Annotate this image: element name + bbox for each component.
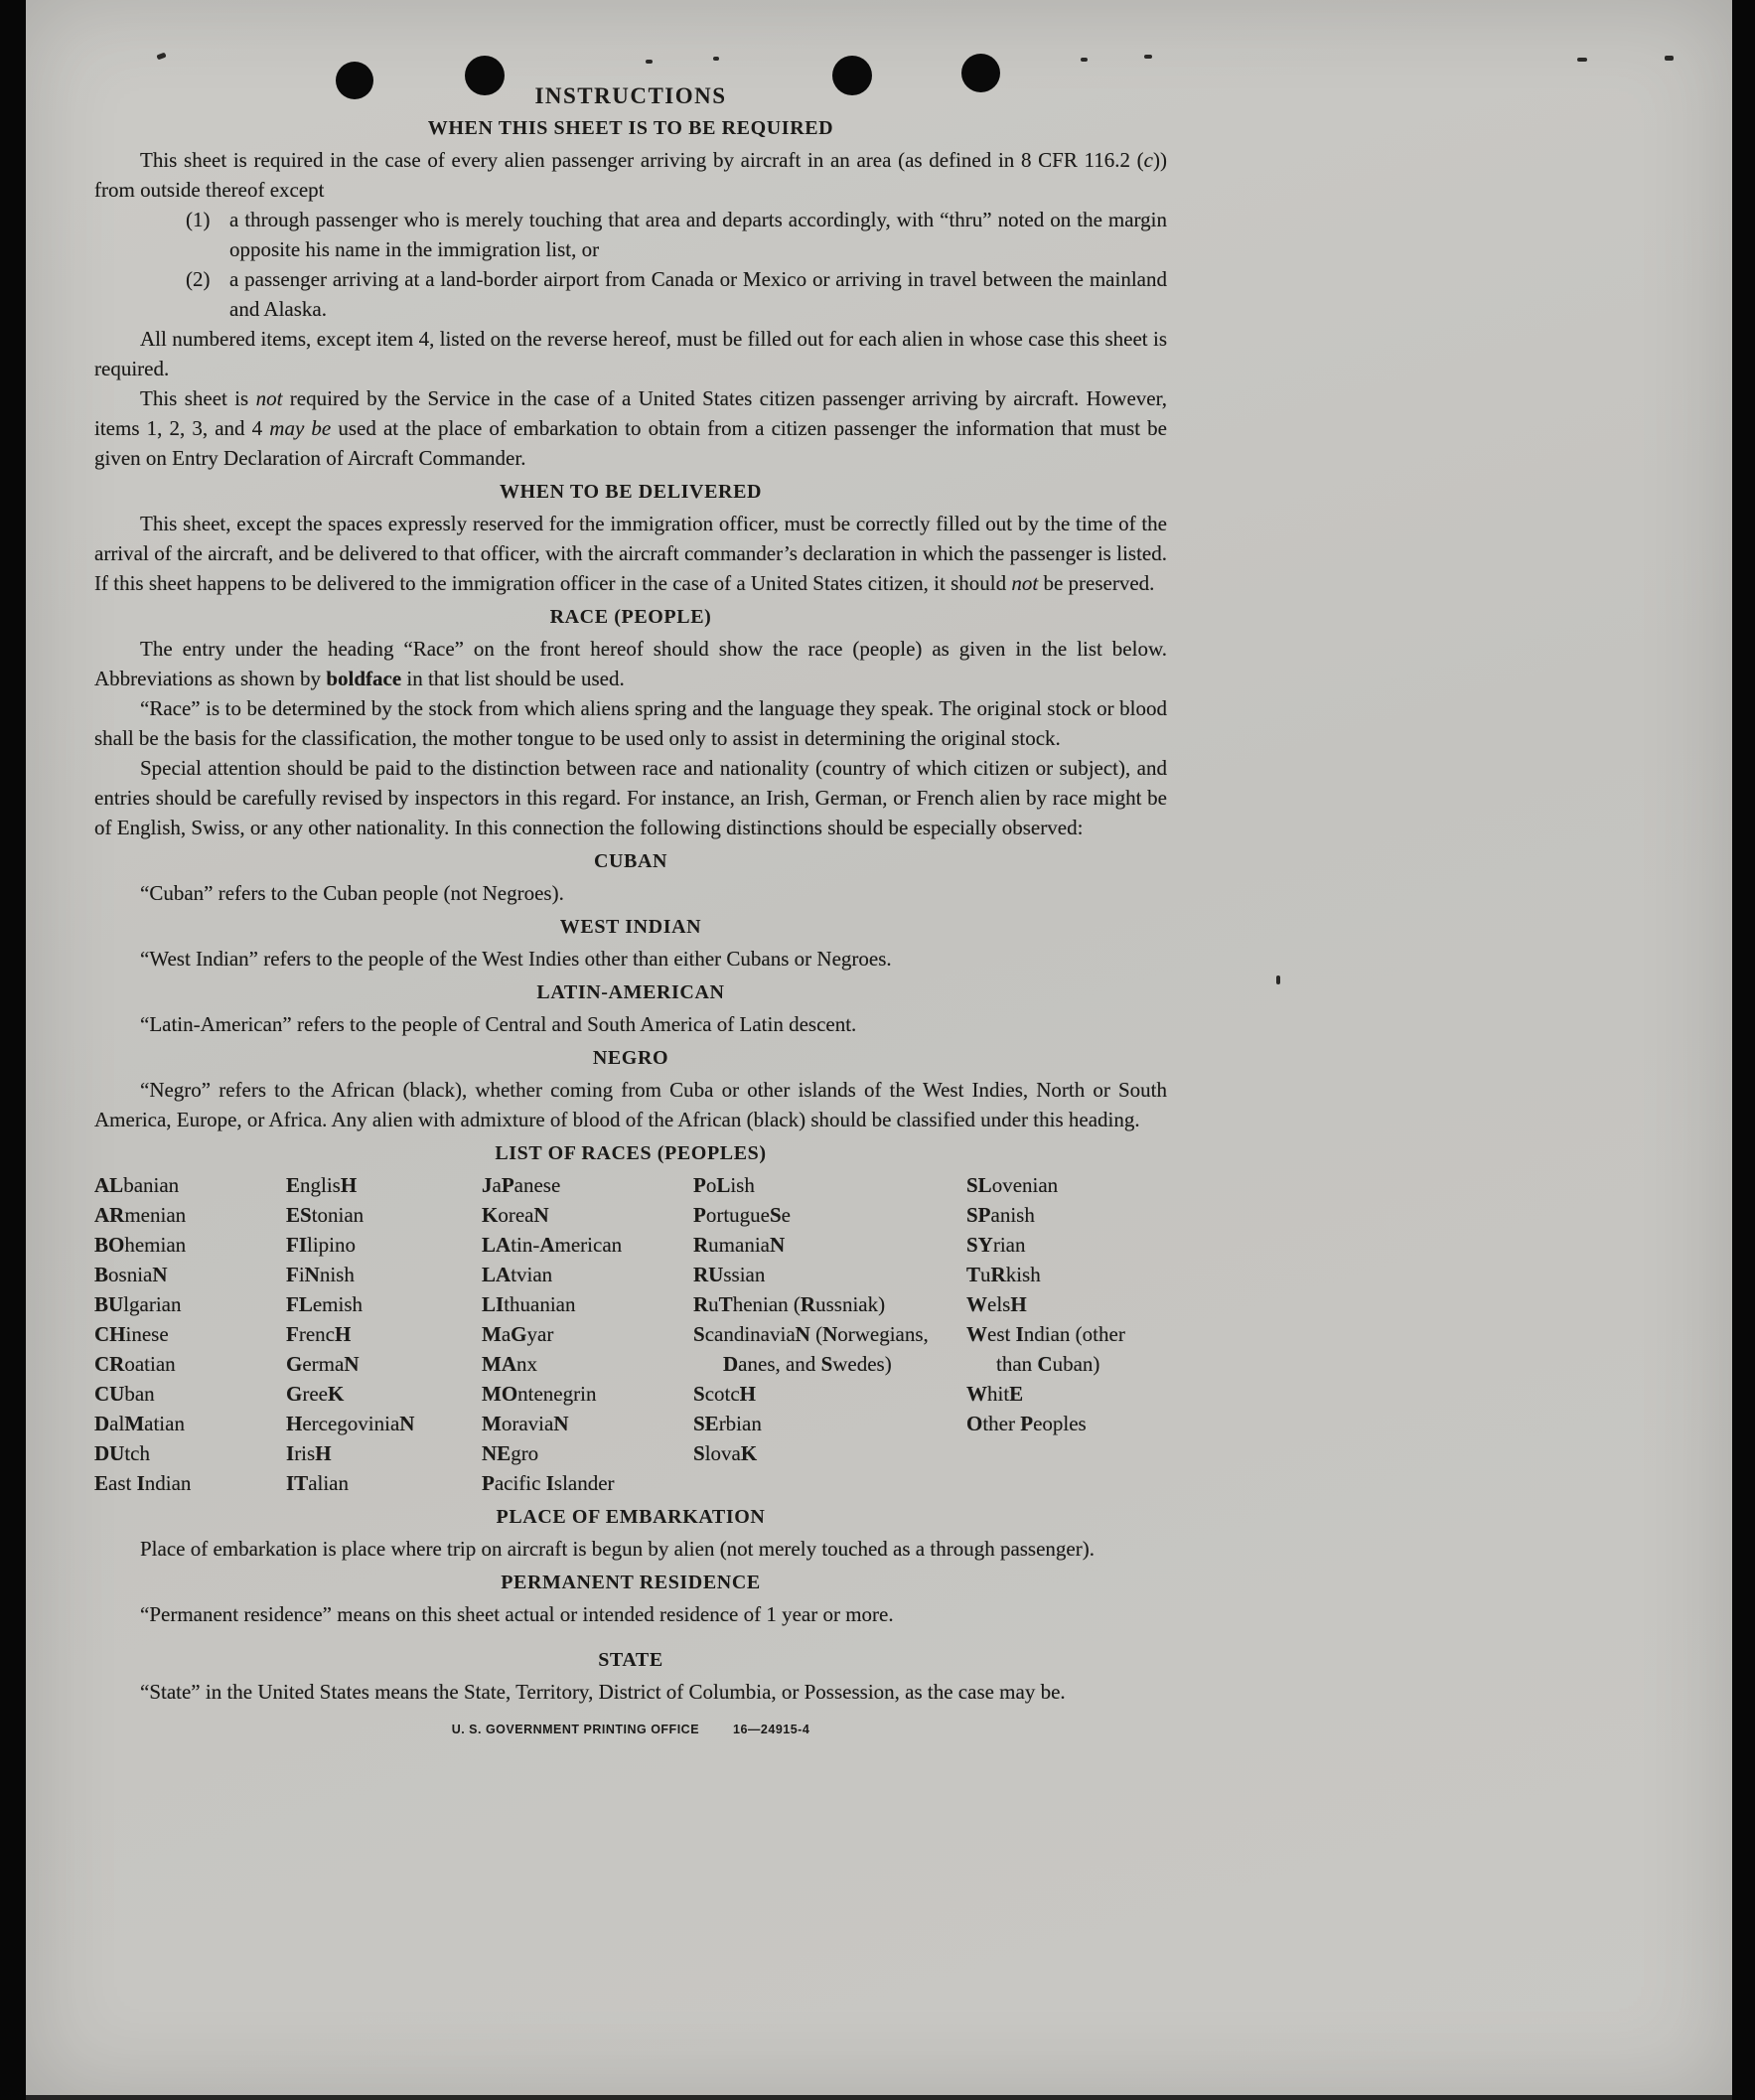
paragraph: “State” in the United States means the State, Territory, District of Columbia, or Possession, as the case may be. bbox=[140, 1680, 1066, 1704]
race-item: MOntenegrin bbox=[482, 1382, 597, 1406]
race-item: MAnx bbox=[482, 1352, 537, 1376]
race-item: FrencH bbox=[286, 1322, 352, 1346]
scan-speck bbox=[646, 60, 653, 64]
section-state bbox=[94, 1649, 1167, 1707]
race-item: SYrian bbox=[966, 1233, 1026, 1257]
page-title: INSTRUCTIONS bbox=[534, 83, 727, 108]
race-item: ARmenian bbox=[94, 1203, 187, 1227]
race-item: BOhemian bbox=[94, 1233, 187, 1257]
race-item: HercegoviniaN bbox=[286, 1412, 415, 1435]
race-column bbox=[966, 1170, 1155, 1498]
race-item: FLemish bbox=[286, 1292, 364, 1316]
race-item: IrisH bbox=[286, 1441, 332, 1465]
race-item: FiNnish bbox=[286, 1263, 355, 1286]
race-item: SLovenian bbox=[966, 1173, 1059, 1197]
race-column bbox=[482, 1170, 693, 1498]
paragraph: “Cuban” refers to the Cuban people (not Negroes). bbox=[140, 881, 564, 905]
scan-speck bbox=[1577, 58, 1587, 62]
race-item: RuThenian (Russniak) bbox=[693, 1292, 886, 1316]
paragraph: “Negro” refers to the African (black), whether coming from Cuba or other islands of the West Indies, North or South America, Europe, or Africa. Any alien with admixture of blood of the African (black) should be classified under this heading. bbox=[94, 1078, 1167, 1131]
race-item: JaPanese bbox=[482, 1173, 561, 1197]
race-item: SPanish bbox=[966, 1203, 1035, 1227]
heading-race-people: RACE (PEOPLE) bbox=[549, 606, 712, 628]
race-column bbox=[286, 1170, 482, 1498]
section-cuban bbox=[94, 850, 1167, 908]
race-item: SlovaK bbox=[693, 1441, 758, 1465]
race-item: BUlgarian bbox=[94, 1292, 182, 1316]
item-text: a passenger arriving at a land-border airport from Canada or Mexico or arriving in travel between the mainland and Alaska. bbox=[229, 267, 1167, 321]
race-item: SErbian bbox=[693, 1412, 762, 1435]
race-item: East Indian bbox=[94, 1471, 192, 1495]
numbered-item-1 bbox=[186, 205, 1167, 264]
section-west-indian bbox=[94, 916, 1167, 974]
section-negro bbox=[94, 1047, 1167, 1134]
paragraph: “Race” is to be determined by the stock from which aliens spring and the language they speak. The original stock or blood shall be the basis for the classification, the mother tongue to be used only to assist in determining the original stock. bbox=[94, 696, 1167, 750]
race-item: LIthuanian bbox=[482, 1292, 576, 1316]
section-when-delivered bbox=[94, 481, 1167, 598]
race-item: KoreaN bbox=[482, 1203, 549, 1227]
race-item: NEgro bbox=[482, 1441, 539, 1465]
heading-when-required: WHEN THIS SHEET IS TO BE REQUIRED bbox=[427, 117, 834, 139]
race-item: CUban bbox=[94, 1382, 155, 1406]
race-item: WelsH bbox=[966, 1292, 1027, 1316]
scan-speck bbox=[1081, 58, 1088, 62]
race-item: MoraviaN bbox=[482, 1412, 569, 1435]
race-item: ScandinaviaN (Norwegians, Danes, and Swedes) bbox=[693, 1322, 929, 1376]
heading-state: STATE bbox=[598, 1649, 663, 1671]
race-item: RumaniaN bbox=[693, 1233, 786, 1257]
numbered-item-2 bbox=[186, 264, 1167, 324]
paragraph: Place of embarkation is place where trip on aircraft is begun by alien (not merely touched as a through passenger). bbox=[140, 1537, 1095, 1561]
race-item: WhitE bbox=[966, 1382, 1024, 1406]
paragraph: This sheet is required in the case of every alien passenger arriving by aircraft in an area (as defined in 8 CFR 116.2 (c)) from outside thereof except bbox=[94, 148, 1167, 202]
scan-speck bbox=[1276, 975, 1280, 984]
paragraph: This sheet, except the spaces expressly reserved for the immigration officer, must be correctly filled out by the time of the arrival of the aircraft, and be delivered to that officer, with the aircraft commander’s declaration in which the passenger is listed. If this sheet happens to be delivered to the immigration officer in the case of a United States citizen, it should not be preserved. bbox=[94, 512, 1167, 595]
heading-latin-american: LATIN-AMERICAN bbox=[536, 981, 725, 1003]
heading-west-indian: WEST INDIAN bbox=[559, 916, 702, 938]
race-item: EnglisH bbox=[286, 1173, 358, 1197]
race-item: LAtin-American bbox=[482, 1233, 623, 1257]
heading-race-list: LIST OF RACES (PEOPLES) bbox=[495, 1142, 767, 1164]
race-item: EStonian bbox=[286, 1203, 365, 1227]
race-item: ScotcH bbox=[693, 1382, 757, 1406]
race-item: West Indian (other than Cuban) bbox=[966, 1322, 1125, 1376]
heading-cuban: CUBAN bbox=[593, 850, 668, 872]
paragraph: “Permanent residence” means on this sheet actual or intended residence of 1 year or more. bbox=[140, 1602, 894, 1626]
race-item: DUtch bbox=[94, 1441, 150, 1465]
section-embarkation bbox=[94, 1506, 1167, 1564]
scan-speck bbox=[713, 57, 719, 61]
race-item: Pacific Islander bbox=[482, 1471, 615, 1495]
document-content bbox=[94, 83, 1167, 1736]
race-item: ITalian bbox=[286, 1471, 349, 1495]
race-item: CHinese bbox=[94, 1322, 169, 1346]
paragraph: All numbered items, except item 4, listed on the reverse hereof, must be filled out for each alien in whose case this sheet is required. bbox=[94, 327, 1167, 380]
section-race-list bbox=[94, 1142, 1167, 1498]
item-number: (2) bbox=[186, 267, 211, 291]
race-column bbox=[94, 1170, 286, 1498]
heading-when-delivered: WHEN TO BE DELIVERED bbox=[499, 481, 763, 503]
paragraph: Special attention should be paid to the distinction between race and nationality (country of which citizen or subject), and entries should be carefully revised by inspectors in this regard. For instance, an Irish, German, or French alien by race might be of English, Swiss, or any other nationality. In this connection the following distinctions should be especially observed: bbox=[94, 756, 1167, 839]
scan-speck bbox=[1665, 56, 1674, 61]
section-race-people bbox=[94, 606, 1167, 842]
scan-edge-bottom bbox=[26, 2095, 1732, 2100]
race-item: CRoatian bbox=[94, 1352, 176, 1376]
item-text: a through passenger who is merely touching that area and departs accordingly, with “thru” noted on the margin opposite his name in the immigration list, or bbox=[229, 208, 1167, 261]
footer-form-number: 16—24915-4 bbox=[733, 1723, 810, 1736]
paragraph: The entry under the heading “Race” on the front hereof should show the race (people) as given in the list below. Abbreviations as shown by boldface in that list should be used. bbox=[94, 637, 1167, 690]
race-item: Other Peoples bbox=[966, 1412, 1087, 1435]
race-item: FIlipino bbox=[286, 1233, 357, 1257]
race-item: LAtvian bbox=[482, 1263, 553, 1286]
printing-office-footer bbox=[94, 1723, 1167, 1736]
race-item: ALbanian bbox=[94, 1173, 180, 1197]
heading-permanent-residence: PERMANENT RESIDENCE bbox=[501, 1572, 761, 1593]
race-column bbox=[693, 1170, 966, 1498]
item-number: (1) bbox=[186, 208, 211, 231]
race-item: MaGyar bbox=[482, 1322, 554, 1346]
paragraph: This sheet is not required by the Service in the case of a United States citizen passenger arriving by aircraft. However, items 1, 2, 3, and 4 may be used at the place of embarkation to obtain from a citizen passenger the information that must be given on Entry Declaration of Aircraft Commander. bbox=[94, 386, 1167, 470]
section-permanent-residence bbox=[94, 1572, 1167, 1629]
paragraph: “Latin-American” refers to the people of Central and South America of Latin descent. bbox=[140, 1012, 857, 1036]
race-list bbox=[94, 1170, 1167, 1498]
race-item: RUssian bbox=[693, 1263, 766, 1286]
heading-negro: NEGRO bbox=[592, 1047, 669, 1069]
race-item: TuRkish bbox=[966, 1263, 1041, 1286]
race-item: GermaN bbox=[286, 1352, 360, 1376]
race-item: GreeK bbox=[286, 1382, 345, 1406]
heading-embarkation: PLACE OF EMBARKATION bbox=[496, 1506, 766, 1528]
scan-speck bbox=[1144, 55, 1152, 59]
paragraph: “West Indian” refers to the people of the West Indies other than either Cubans or Negroes. bbox=[140, 947, 892, 971]
race-item: DalMatian bbox=[94, 1412, 185, 1435]
race-item: BosniaN bbox=[94, 1263, 168, 1286]
race-item: PoLish bbox=[693, 1173, 755, 1197]
race-item: PortugueSe bbox=[693, 1203, 791, 1227]
footer-office-label: U. S. GOVERNMENT PRINTING OFFICE bbox=[451, 1723, 700, 1736]
section-when-required bbox=[94, 117, 1167, 473]
section-latin-american bbox=[94, 981, 1167, 1039]
